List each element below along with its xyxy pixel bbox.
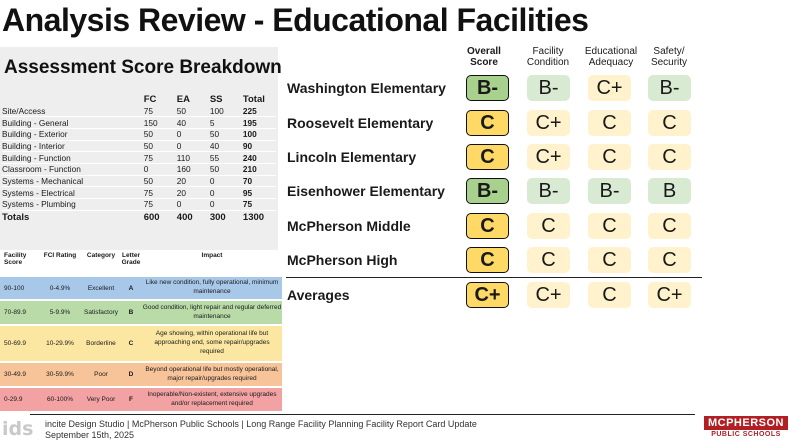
table-row [2,140,276,152]
grade-badge-ea: C [588,110,631,136]
column-header-educational-adequacy [583,47,639,68]
grade-badge-fc: C+ [527,282,570,308]
grade-badge-fc: C+ [527,144,570,170]
mcpherson-logo [704,416,788,438]
totals-row [2,210,276,223]
row-label: Site/Access [2,105,144,117]
row-value: 160 [177,163,210,175]
grade-badge-overall: C [466,247,509,273]
score-breakdown-table [2,94,276,223]
row-label: Building - Function [2,152,144,164]
table-row [2,105,276,117]
row-label: Classroom - Function [2,163,144,175]
table-row [2,128,276,140]
school-name: Lincoln Elementary [287,149,417,165]
column-header-line: Adequacy [588,56,634,68]
legend-row [0,301,282,324]
grade-badge-overall: C [466,110,509,136]
column-header-line: Facility [532,46,564,57]
table-row [2,199,276,211]
legend-row [0,326,282,361]
row-value: 0 [177,128,210,140]
row-value: 50 [210,163,243,175]
row-label: Systems - Electrical [2,187,144,199]
page-title: Analysis Review - Educational Facilities [2,2,589,38]
grade-badge-ea: C+ [588,75,631,101]
grade-badge-ea: C [588,144,631,170]
legend-header-category: Category [86,252,116,259]
legend-header-grade: Letter Grade [121,252,141,266]
column-header-line: Safety/ [653,46,685,57]
row-value: 50 [144,175,177,187]
row-value: 20 [177,175,210,187]
legend-score: 90-100 [4,284,25,292]
row-value: 195 [243,117,276,129]
legend-grade: C [128,340,134,347]
legend-grade: A [128,284,134,292]
row-value: 110 [177,152,210,164]
footer-divider [30,414,695,415]
school-name: Roosevelt Elementary [287,115,434,131]
legend-header-score: Facility Score [4,252,27,266]
brand-sub-text: PUBLIC SCHOOLS [711,431,781,438]
grade-badge-fc: C [527,247,570,273]
grade-badge-ss: B- [648,75,691,101]
legend-fci: 5-9.9% [49,309,71,316]
legend-impact: Good condition, light repair and regular deferred maintenance [142,303,282,320]
row-value: 95 [243,187,276,199]
legend-fci: 30-59.9% [46,371,74,378]
legend-row [0,277,282,299]
school-name: McPherson Middle [287,218,411,234]
row-value: 100 [210,105,243,117]
table-row [2,152,276,164]
averages-divider [286,277,702,278]
legend-impact: Beyond operational life but mostly operational, major repair/upgrades required [145,365,279,382]
row-value: 0 [210,199,243,211]
row-value: 75 [144,152,177,164]
legend-category: Excellent [87,284,115,292]
score-breakdown-panel [0,47,282,250]
legend-impact: Inoperable/Non-existent, extensive upgrades and/or replacement required [147,390,277,407]
row-value: 0 [177,199,210,211]
table-header-row [2,94,276,105]
legend-score: 50-69.9 [4,340,27,347]
row-value: 50 [210,128,243,140]
grade-badge-ea: C [588,247,631,273]
totals-ss: 300 [210,210,243,223]
legend-category: Borderline [86,340,116,347]
school-name: Washington Elementary [287,80,446,96]
row-value: 75 [243,199,276,211]
column-header-line: Security [650,56,688,68]
legend-fci: 60-100% [46,396,74,403]
row-label: Building - Interior [2,140,144,152]
grade-badge-overall: C [466,144,509,170]
column-header-safety-security [644,47,694,68]
row-value: 0 [210,175,243,187]
grade-badge-ss: C [648,213,691,239]
totals-label: Totals [2,210,144,223]
totals-fc: 600 [144,210,177,223]
legend-header [0,252,282,277]
grade-badge-fc: B- [527,178,570,204]
grade-badge-overall: B- [466,75,509,101]
averages-label: Averages [287,287,350,303]
table-row [2,163,276,175]
row-value: 70 [243,175,276,187]
legend-header-fci: FCI Rating [43,252,77,259]
totals-ea: 400 [177,210,210,223]
legend-impact: Like new condition, fully operational, minimum maintenance [145,279,279,295]
row-value: 50 [177,105,210,117]
grade-badge-fc: C [527,213,570,239]
footer-line-1: incite Design Studio | McPherson Public Schools | Long Range Facility Planning Facility Report Card Update [45,419,477,429]
table-row [2,117,276,129]
row-value: 50 [144,128,177,140]
row-value: 0 [144,163,177,175]
row-value: 75 [144,105,177,117]
grade-badge-fc: B- [527,75,570,101]
row-label: Systems - Mechanical [2,175,144,187]
grade-badge-fc: C+ [527,110,570,136]
row-value: 0 [210,187,243,199]
row-value: 40 [177,117,210,129]
table-row [2,187,276,199]
legend-category: Poor [94,371,108,378]
column-header-line: Score [470,56,498,68]
legend-row [0,388,282,411]
row-value: 55 [210,152,243,164]
legend-impact: Age showing, within operational life but approaching end, some repair/upgrades required [154,330,270,355]
grade-badge-ss: C+ [648,282,691,308]
row-value: 150 [144,117,177,129]
column-header-line: Educational [584,46,638,57]
row-value: 75 [144,187,177,199]
grade-badge-ea: C [588,213,631,239]
row-value: 75 [144,199,177,211]
footer-line-2: September 15th, 2025 [45,430,135,441]
row-value: 0 [177,140,210,152]
row-label: Building - Exterior [2,128,144,140]
legend-fci: 10-29.9% [46,340,74,347]
legend-category: Satisfactory [84,309,118,316]
legend-grade: F [129,396,133,403]
legend-grade: B [128,309,134,316]
header-cell: EA [176,94,190,105]
legend-score: 0-29.9 [4,396,23,403]
row-value: 100 [243,128,276,140]
grade-badge-ss: C [648,144,691,170]
grade-badge-overall: C+ [466,282,509,308]
legend-score: 70-89.9 [4,309,27,316]
totals-total: 1300 [243,210,276,223]
grade-badge-ss: B [648,178,691,204]
breakdown-title: Assessment Score Breakdown [4,57,282,78]
header-cell: Total [242,94,265,105]
grade-legend [0,252,282,413]
column-header-facility-condition [523,47,573,68]
grade-badge-ea: C [588,282,631,308]
row-label: Building - General [2,117,144,129]
grade-badge-overall: B- [466,178,509,204]
column-header-line: Overall [467,46,501,57]
row-value: 5 [210,117,243,129]
legend-score: 30-49.9 [4,371,27,378]
column-header-line: Condition [526,56,570,68]
legend-fci: 0-4.9% [49,284,71,292]
brand-main-text: MCPHERSON [704,416,788,430]
grade-badge-ea: B- [588,178,631,204]
row-label: Systems - Plumbing [2,199,144,211]
header-cell: SS [209,94,223,105]
row-value: 225 [243,105,276,117]
ids-logo: ids [2,418,34,440]
header-cell: FC [143,94,157,105]
grade-badge-ss: C [648,110,691,136]
row-value: 240 [243,152,276,164]
header-cell [2,94,144,105]
row-value: 50 [144,140,177,152]
legend-row [0,363,282,386]
footer-text [45,419,477,442]
column-header-overall [464,47,504,68]
table-row [2,175,276,187]
school-name: Eisenhower Elementary [287,183,445,199]
row-value: 210 [243,163,276,175]
legend-grade: D [128,371,134,378]
row-value: 20 [177,187,210,199]
row-value: 40 [210,140,243,152]
legend-header-impact: Impact [201,252,223,259]
legend-category: Very Poor [86,396,116,403]
grade-badge-ss: C [648,247,691,273]
row-value: 90 [243,140,276,152]
school-name: McPherson High [287,252,398,268]
grade-badge-overall: C [466,213,509,239]
